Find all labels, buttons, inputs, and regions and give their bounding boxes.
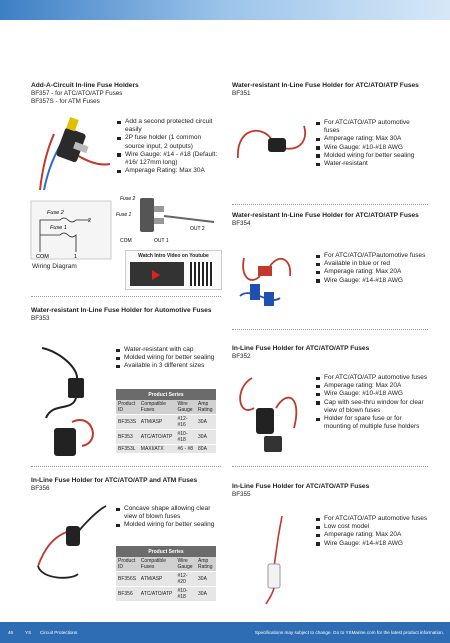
fuse-holder-drawing	[114, 192, 222, 248]
feature-item: Cap with see-thru window for clear view of blown fuses	[316, 399, 428, 415]
page-number: 46	[8, 630, 14, 635]
feature-item: Holder for spare fuse or for mounting of multiple fuse holders	[316, 415, 428, 431]
divider	[31, 296, 221, 297]
feature-item: Molded wiring for better sealing	[116, 521, 216, 529]
photo-out2-label: OUT 2	[190, 226, 205, 232]
play-icon[interactable]	[152, 270, 160, 280]
feature-item: Available in 3 different sizes	[116, 362, 220, 370]
section-title: Water-resistant In-Line Fuse Holder for Automotive Fuses	[31, 307, 212, 314]
divider	[232, 466, 428, 467]
photo-fuse1-label: Fuse 1	[116, 212, 132, 218]
qr-code-icon[interactable]	[190, 262, 214, 286]
section-bf356	[31, 477, 221, 493]
table-cell: #6 - #8	[176, 445, 197, 454]
feature-item: For ATC/ATO/ATP automotive fuses	[316, 119, 426, 135]
section-title: Add-A-Circuit In-line Fuse Holders	[31, 82, 139, 89]
model-code: BF351	[232, 90, 251, 97]
table-cell: 30A	[196, 587, 216, 602]
bf354-features	[316, 252, 428, 285]
table-header: Amp Rating	[196, 557, 216, 572]
table-row	[116, 445, 216, 454]
table-header: Product ID	[116, 400, 139, 415]
add-a-circuit-product-photo	[32, 112, 112, 194]
model-code: BF356	[31, 485, 50, 492]
diagram-out2-label: 2	[88, 218, 92, 224]
feature-item: Amperage Rating: Max 30A	[117, 167, 221, 175]
table-cell: ATM/ASP	[139, 415, 176, 430]
table-header: Wire Gauge	[176, 557, 197, 572]
feature-item: Amperage rating: Max 20A	[316, 382, 428, 390]
feature-item: For ATC/ATO/ATP automotive fuses	[316, 515, 428, 523]
table-cell: MAXI/ATX	[139, 445, 176, 454]
feature-item: For ATC/ATO/ATPautomotive fuses	[316, 252, 428, 260]
feature-item: Wire Gauge: #14 - #18 (Default: #16/ 127mm long)	[117, 151, 221, 167]
section-add-a-circuit	[31, 82, 221, 106]
table-cell: ATC/ATO/ATP	[139, 587, 176, 602]
feature-item: Wire Gauge: #14-#18 AWG	[316, 540, 428, 548]
feature-item: Amperage rating: Max 30A	[316, 135, 426, 143]
table-header: Compatible Fuses	[139, 557, 176, 572]
add-a-circuit-features	[117, 118, 221, 175]
table-cell: #12-#16	[176, 415, 197, 430]
footer-note: Specifications may subject to change. Go to YSMarine.com for the latest product information.	[254, 630, 444, 635]
table-cell: 30A	[196, 430, 216, 445]
section-title: In-Line Fuse Holder for ATC/ATO/ATP Fuses	[232, 483, 370, 490]
section-title: Water-resistant In-Line Fuse Holder for ATC/ATO/ATP Fuses	[232, 212, 419, 219]
bf353-product-table	[116, 389, 216, 454]
table-row	[116, 415, 216, 430]
bf353-features	[116, 346, 220, 371]
table-cell: BF353L	[116, 445, 139, 454]
table-cell: BF356	[116, 587, 139, 602]
table-cell: ATC/ATO/ATP	[139, 430, 176, 445]
feature-item: Wire Gauge: #10-#18 AWG	[316, 144, 426, 152]
feature-item: Amperage rating: Max 20A	[316, 268, 428, 276]
section-title: Water-resistant In-Line Fuse Holder for ATC/ATO/ATP Fuses	[232, 82, 419, 89]
feature-item: Molded wiring for better sealing	[316, 152, 426, 160]
table-cell: #10-#18	[176, 587, 197, 602]
section-bf355	[232, 483, 422, 499]
feature-item: Available in blue or red	[316, 260, 428, 268]
section-bf354	[232, 212, 422, 228]
feature-item: Wire Gauge: #14-#18 AWG	[316, 277, 428, 285]
section-bf351	[232, 82, 422, 98]
table-row	[116, 587, 216, 602]
table-cell: ATM/ASP	[139, 572, 176, 587]
model-code: BF354	[232, 220, 251, 227]
section-bf353	[31, 307, 221, 323]
table-cell: BF353	[116, 430, 139, 445]
model-code: BF352	[232, 353, 251, 360]
section-bf352	[232, 345, 422, 361]
bf353-product-photo	[32, 342, 112, 464]
model-line-1: BF357 - for ATC/ATO/ATP Fuses	[31, 90, 123, 97]
table-row	[116, 572, 216, 587]
bf356-product-photo	[32, 500, 112, 584]
footer-brand: YS	[25, 630, 32, 635]
feature-item: Water-resistant	[316, 160, 426, 168]
wiring-diagram	[30, 200, 112, 262]
table-cell: #12-#20	[176, 572, 197, 587]
model-line-2: BF357S - for ATM Fuses	[31, 98, 100, 105]
footer-section: Circuit Protections	[40, 630, 78, 635]
top-banner	[0, 0, 450, 20]
table-row	[116, 430, 216, 445]
feature-item: Add a second protected circuit easily	[117, 118, 221, 134]
table-header: Compatible Fuses	[139, 400, 176, 415]
table-cell: 30A	[196, 415, 216, 430]
diagram-out1-label: 1	[74, 254, 78, 260]
table-caption: Product Series	[116, 389, 216, 400]
divider	[31, 466, 221, 467]
diagram-com-label: COM	[36, 254, 49, 260]
table-cell: 30A	[196, 572, 216, 587]
bf352-features	[316, 374, 428, 431]
bf351-product-photo	[232, 118, 314, 176]
video-thumbnail[interactable]	[130, 262, 184, 286]
bf355-features	[316, 515, 428, 548]
page-footer	[0, 622, 450, 643]
table-header: Wire Gauge	[176, 400, 197, 415]
table-cell: BF353S	[116, 415, 139, 430]
photo-out1-label: OUT 1	[154, 238, 169, 244]
wiring-diagram-label: Wiring Diagram	[32, 263, 77, 270]
diagram-fuse2-label: Fuse 2	[47, 210, 64, 216]
model-code: BF355	[232, 491, 251, 498]
youtube-video-box[interactable]	[125, 250, 222, 290]
divider	[232, 329, 428, 330]
feature-item: Molded wiring for better sealing	[116, 354, 220, 362]
feature-item: 2P fuse holder (1 common source input, 2 outputs)	[117, 134, 221, 150]
divider	[232, 204, 428, 205]
bf352-product-photo	[232, 368, 314, 462]
model-code: BF353	[31, 315, 50, 322]
feature-item: Low cost model	[316, 523, 428, 531]
table-caption: Product Series	[116, 546, 216, 557]
bf351-features	[316, 119, 426, 168]
bf356-product-table	[116, 546, 216, 602]
bf356-features	[116, 505, 216, 530]
video-label: Watch Intro Video on Youtube	[138, 253, 209, 259]
table-header: Amp Rating	[196, 400, 216, 415]
feature-item: Concave shape allowing clear view of blown fuses	[116, 505, 216, 521]
feature-item: Amperage rating: Max 20A	[316, 531, 428, 539]
photo-com-label: COM	[120, 238, 132, 244]
table-cell: 80A	[196, 445, 216, 454]
table-header: Product ID	[116, 557, 139, 572]
feature-item: For ATC/ATO/ATP automotive fuses	[316, 374, 428, 382]
section-title: In-Line Fuse Holder for ATC/ATO/ATP and ATM Fuses	[31, 477, 198, 484]
bf355-product-photo	[232, 506, 314, 606]
table-cell: #10-#18	[176, 430, 197, 445]
feature-item: Water-resistant with cap	[116, 346, 220, 354]
bf354-product-photo	[230, 246, 316, 312]
feature-item: Wire Gauge: #10-#18 AWG	[316, 390, 428, 398]
section-title: In-Line Fuse Holder for ATC/ATO/ATP Fuses	[232, 345, 370, 352]
diagram-fuse1-label: Fuse 1	[50, 225, 67, 231]
table-cell: BF356S	[116, 572, 139, 587]
photo-fuse2-label: Fuse 2	[120, 196, 136, 202]
